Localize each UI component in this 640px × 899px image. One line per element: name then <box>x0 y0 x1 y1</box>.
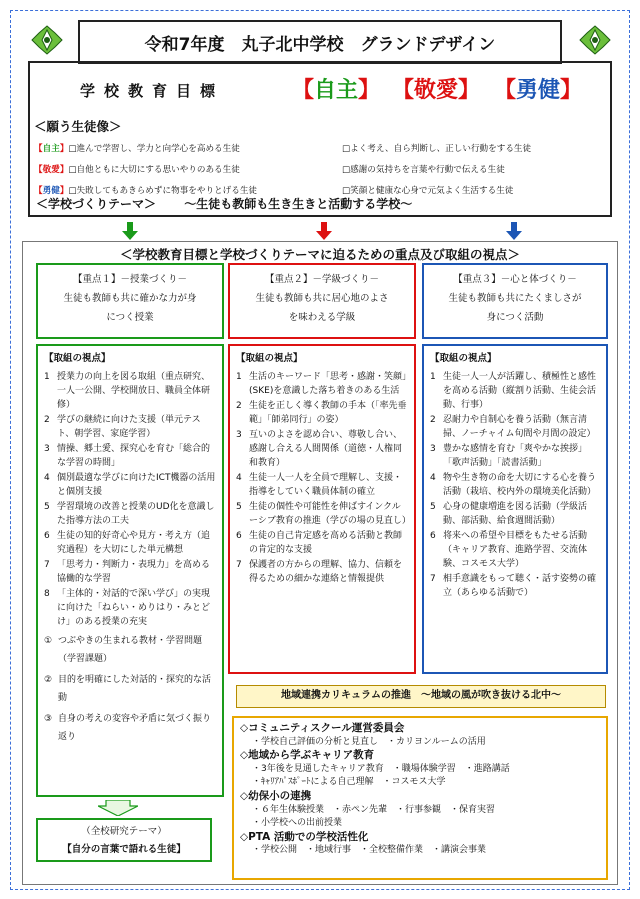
list-item: 5 心身の健康増進を図る活動（学級活動、部活動、給食週間活動） <box>430 502 588 526</box>
list-item: 4 生徒一人一人を全員で理解し、支援・指導をしていく職員体制の確立 <box>236 473 403 497</box>
ideal-right: □感謝の気持ちを言葉や行動で伝える生徒 <box>342 165 505 175</box>
community-line: ・小学校への出前授業 <box>252 818 343 829</box>
ideal-tag: 【勇健】 <box>34 186 69 196</box>
community-heading: ◇地域から学ぶキャリア教育 <box>240 749 375 762</box>
priority-text: につく授業 <box>106 312 154 323</box>
goal-label: 学校教育目標 <box>80 82 225 100</box>
arrow-down-outline-icon <box>98 800 138 816</box>
ideal-row-jishu <box>34 139 604 160</box>
section-title: ＜学校教育目標と学校づくりテーマに迫るための重点及び取組の視点＞ <box>119 247 520 262</box>
community-line: ・3年後を見通したキャリア教育 ・職場体験学習 ・進路講話 <box>252 763 510 774</box>
priority-text: を味わえる学級 <box>288 312 356 323</box>
research-text: 【自分の言葉で語れる生徒】 <box>62 844 186 855</box>
community-line: ・ｷｬﾘｱﾊﾟｽﾎﾟｰﾄによる自己理解 ・コスモス大学 <box>252 777 446 788</box>
priority-text: 生徒も教師も共に確かな力が身 <box>63 293 197 304</box>
priority-text: 生徒も教師も共に居心地のよさ <box>255 293 389 304</box>
community-heading: ◇コミュニティスクール運営委員会 <box>240 722 405 734</box>
community-line: ・６年生体験授業 ・赤ペン先輩 ・行事参観 ・保育実習 <box>252 804 496 815</box>
arrow-down-red-icon <box>316 222 332 240</box>
sub-list-item: ① つぶやきの生まれる教材・学習問題（学習課題） <box>44 636 203 664</box>
arrow-down-green-icon <box>122 222 138 240</box>
ideal-left: □進んで学習し、学力と向学心を高める生徒 <box>68 144 240 154</box>
viewpoint-heading: 【取組の視点】 <box>236 353 303 364</box>
ideal-right: □よく考え、自ら判断し、正しい行動をする生徒 <box>342 144 532 154</box>
priority-head: 【重点２】－学級づくり－ <box>264 274 379 285</box>
ideal-row-keiai <box>34 160 604 181</box>
list-item: 1 授業力の向上を図る取組（重点研究、一人一公開、学校開放日、職員全体研修） <box>44 372 211 410</box>
sub-list-item: ③ 自身の考えの変容や矛盾に気づく振り返り <box>44 714 212 742</box>
ideal-right: □笑顔と健康な心身で元気よく生活する生徒 <box>342 186 514 196</box>
page-title: 令和7年度 丸子北中学校 グランドデザイン <box>78 20 562 64</box>
list-item: 4 物や生き物の命を大切にする心を養う活動（栽培、校内外の環境美化活動） <box>430 473 597 497</box>
viewpoint-box-2 <box>228 344 416 674</box>
viewpoint-box-3 <box>422 344 608 674</box>
list-item: 7 「思考力・判断力・表現力」を高める協働的な学習 <box>44 560 211 584</box>
list-item: 2 学びの継続に向けた支援（単元テスト、朝学習、家庭学習） <box>44 415 201 439</box>
regional-curriculum-banner: 地域連携カリキュラムの推進 ～地域の風が吹き抜ける北中～ <box>236 685 606 708</box>
goal-keyword-keiai: 【敬愛】 <box>392 77 481 103</box>
list-item: 7 相手意識をもって聴く・話す姿勢の確立（あらゆる活動で） <box>430 574 597 598</box>
community-line: ・学校公開 ・地域行事 ・全校整備作業 ・講演会事業 <box>252 845 487 856</box>
list-item: 5 生徒の個性や可能性を伸ばすインクルーシブ教育の推進（学びの場の見直し） <box>236 502 411 526</box>
list-item: 2 忍耐力や自制心を養う活動（無言清掃、ノーチャイム旬間や月間の設定） <box>430 415 596 439</box>
community-heading: ◇PTA 活動での学校活性化 <box>240 830 369 843</box>
list-item: 8 「主体的・対話的で深い学び」の実現に向けた「ねらい・めりはり・みとどけ」のある授業の充実 <box>44 589 211 627</box>
list-item: 1 生活のキーワード「思考・感謝・笑顔」(SKE)を意識した落ち着きのある生活 <box>236 372 407 396</box>
community-line: ・学校自己評価の分析と見直し ・カリヨンルームの活用 <box>252 736 486 747</box>
community-heading: ◇幼保小の連携 <box>240 789 312 802</box>
viewpoint-heading: 【取組の視点】 <box>44 353 111 364</box>
school-theme <box>36 195 412 212</box>
list-item: 1 生徒一人一人が活躍し、積極性と感性を高める活動（縦割り活動、生徒会活動、行事） <box>430 372 597 410</box>
priority-text: 生徒も教師も共にたくましさが <box>448 293 582 304</box>
community-box <box>232 716 608 880</box>
priority-1-box <box>36 263 224 339</box>
list-item: 7 保護者の方からの理解、協力、信頼を得るための細かな連絡と情報提供 <box>236 560 403 584</box>
list-item: 6 将来への希望や目標をもたせる活動（キャリア教育、進路学習、交流体験、コスモス大学） <box>430 531 588 569</box>
viewpoint-heading: 【取組の視点】 <box>430 353 497 364</box>
priority-head: 【重点３】－心と体づくり－ <box>453 274 577 285</box>
viewpoint-list-3 <box>430 370 600 600</box>
ideal-list <box>34 139 604 199</box>
arrow-down-blue-icon <box>506 222 522 240</box>
viewpoint-list-1 <box>44 370 216 629</box>
ideal-left: □失敗してもあきらめずに物事をやりとげる生徒 <box>68 186 258 196</box>
priority-3-box <box>422 263 608 339</box>
viewpoint-box-1 <box>36 344 224 797</box>
theme-label: ＜学校づくりテーマ＞ <box>36 197 157 211</box>
research-label: （全校研究テーマ） <box>81 826 167 837</box>
list-item: 5 学習環境の改善と授業のUD化を意識した指導方法の工夫 <box>44 502 215 526</box>
priority-head: 【重点１】－授業づくり－ <box>72 274 187 285</box>
goal-keyword-jishu: 【自主】 <box>292 77 381 103</box>
list-item: 3 互いのよさを認め合い、尊敬し合い、感謝し合える人間関係（道徳・人権同和教育） <box>236 430 403 468</box>
theme-text: ～生徒も教師も生き生きと活動する学校～ <box>184 197 413 211</box>
list-item: 6 生徒の知的好奇心や見方・考え方（追究過程）を大切にした単元構想 <box>44 531 211 555</box>
list-item: 3 豊かな感情を育む「爽やかな挨拶」「歌声活動」「読書活動」 <box>430 444 588 468</box>
ideal-tag: 【敬愛】 <box>34 165 69 175</box>
sub-list-item: ② 目的を明確にした対話的・探究的な活動 <box>44 675 212 703</box>
school-emblem-left-icon <box>30 24 64 56</box>
priority-2-box <box>228 263 416 339</box>
ideal-heading: ＜願う生徒像＞ <box>34 119 122 134</box>
research-theme-box <box>36 818 212 862</box>
list-item: 6 生徒の自己肯定感を高める活動と教師の肯定的な支援 <box>236 531 403 555</box>
ideal-tag: 【自主】 <box>34 144 69 154</box>
school-emblem-right-icon <box>578 24 612 56</box>
list-item: 4 個別最適な学びに向けたICT機器の活用と個別支援 <box>44 473 216 497</box>
list-item: 3 情操、郷土愛、探究心を育む「総合的な学習の時間」 <box>44 444 211 468</box>
ideal-left: □自他ともに大切にする思いやりのある生徒 <box>68 165 240 175</box>
list-item: 2 生徒を正しく導く教師の手本（「率先垂範」「師弟同行」の姿） <box>236 401 407 425</box>
viewpoint-list-2 <box>236 370 411 586</box>
priority-text: 身につく活動 <box>486 312 544 323</box>
goal-keyword-yuken: 【勇健】 <box>494 77 583 103</box>
